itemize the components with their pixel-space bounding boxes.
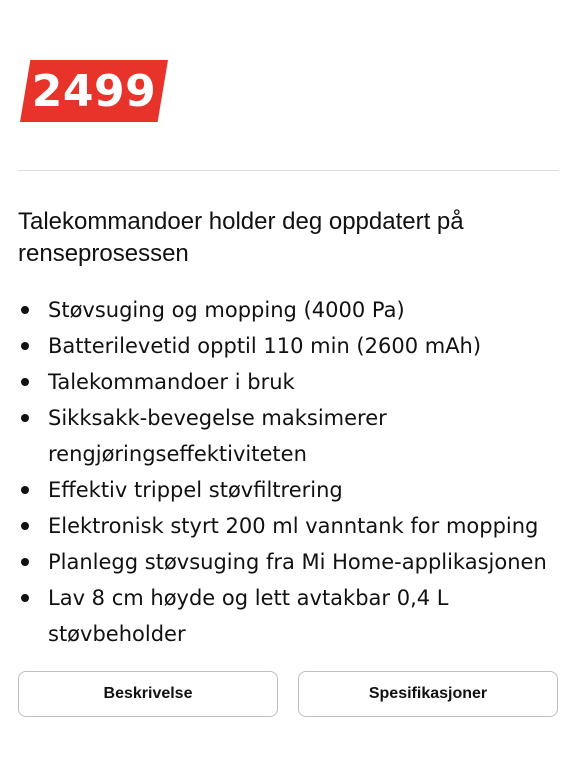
tab-description[interactable]: Beskrivelse bbox=[18, 671, 278, 717]
feature-text: Planlegg støvsuging fra Mi Home-applikasjonen bbox=[48, 550, 547, 574]
feature-item bbox=[18, 328, 563, 364]
feature-text: Effektiv trippel støvfiltrering bbox=[48, 478, 343, 502]
price-badge bbox=[20, 60, 168, 122]
feature-item bbox=[18, 472, 563, 508]
feature-text: Sikksakk-bevegelse maksimerer rengjøringseffektiviteten bbox=[48, 406, 387, 466]
feature-text: Elektronisk styrt 200 ml vanntank for mopping bbox=[48, 514, 539, 538]
feature-item bbox=[18, 364, 563, 400]
price-value: 2499 bbox=[31, 65, 157, 117]
bullet-icon bbox=[21, 486, 29, 494]
bullet-icon bbox=[21, 378, 29, 386]
feature-item bbox=[18, 580, 563, 652]
feature-text: Støvsuging og mopping (4000 Pa) bbox=[48, 298, 405, 322]
feature-list bbox=[18, 292, 563, 652]
feature-item bbox=[18, 544, 563, 580]
bullet-icon bbox=[21, 342, 29, 350]
feature-text: Lav 8 cm høyde og lett avtakbar 0,4 L støvbeholder bbox=[48, 586, 449, 646]
bullet-icon bbox=[21, 522, 29, 530]
product-tabs bbox=[18, 671, 560, 719]
feature-item bbox=[18, 292, 563, 328]
bullet-icon bbox=[21, 306, 29, 314]
bullet-icon bbox=[21, 414, 29, 422]
feature-text: Batterilevetid opptil 110 min (2600 mAh) bbox=[48, 334, 482, 358]
feature-text: Talekommandoer i bruk bbox=[48, 370, 295, 394]
product-heading: Talekommandoer holder deg oppdatert på renseprosessen bbox=[18, 208, 464, 267]
feature-item bbox=[18, 400, 563, 472]
section-divider bbox=[18, 170, 559, 171]
feature-item bbox=[18, 508, 563, 544]
bullet-icon bbox=[21, 558, 29, 566]
bullet-icon bbox=[21, 594, 29, 602]
tab-specifications[interactable]: Spesifikasjoner bbox=[298, 671, 558, 717]
